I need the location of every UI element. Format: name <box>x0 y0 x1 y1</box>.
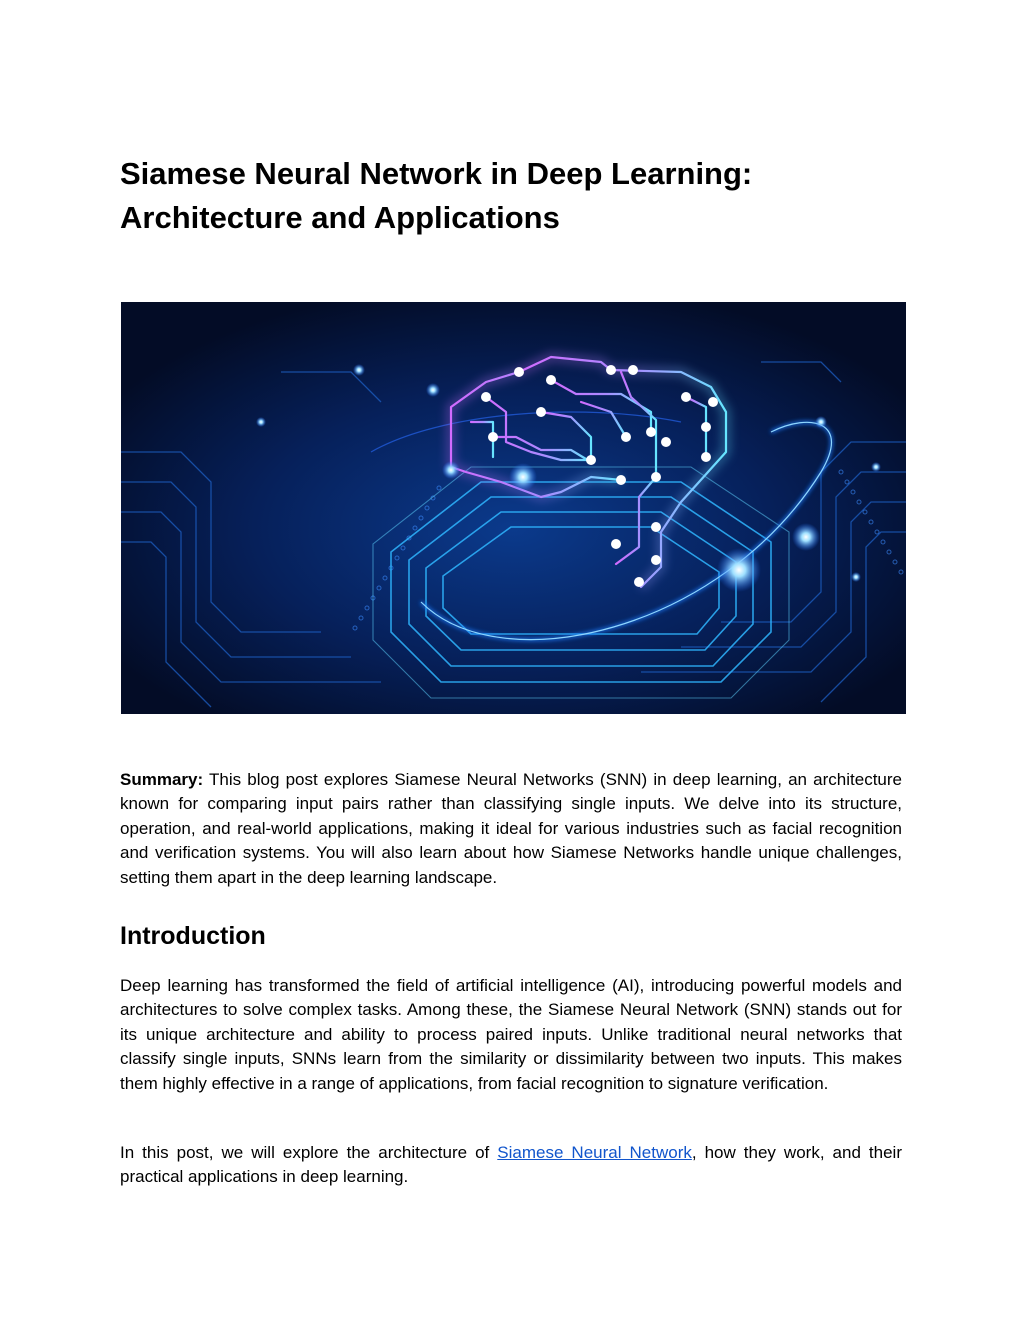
introduction-heading: Introduction <box>120 922 266 950</box>
introduction-paragraph-2-before-link: In this post, we will explore the architecture of <box>120 1143 498 1162</box>
summary-label: Summary: <box>120 770 204 789</box>
summary-paragraph <box>120 768 902 890</box>
introduction-paragraph-2 <box>120 1141 902 1190</box>
brain-circuit-icon <box>121 302 906 714</box>
introduction-paragraph-2-after-link: , how they work, and their practical applications in deep learning. <box>120 1143 902 1187</box>
summary-text: This blog post explores Siamese Neural Networks (SNN) in deep learning, an architecture known for comparing input pairs rather than classifying single inputs. We delve into its structure, operation, and real-world applications, making it ideal for various industries such as facial recognition and verification systems. You will also learn about how Siamese Networks handle unique challenges, setting them apart in the deep learning landscape. <box>120 770 902 887</box>
page-title-line-2: Architecture and Applications <box>120 200 560 235</box>
page-title-line-1: Siamese Neural Network in Deep Learning: <box>120 156 753 191</box>
hero-image <box>121 302 906 714</box>
introduction-paragraph-1: Deep learning has transformed the field of artificial intelligence (AI), introducing powerful models and architectures to solve complex tasks. Among these, the Siamese Neural Network (SNN) stands out for its unique architecture and ability to process paired inputs. Unlike traditional neural networks that classify single inputs, SNNs learn from the similarity or dissimilarity between two inputs. This makes them highly effective in a range of applications, from facial recognition to signature verification. <box>120 976 902 1093</box>
siamese-neural-network-link[interactable]: Siamese Neural Network <box>497 1143 692 1162</box>
page-title <box>120 152 910 240</box>
